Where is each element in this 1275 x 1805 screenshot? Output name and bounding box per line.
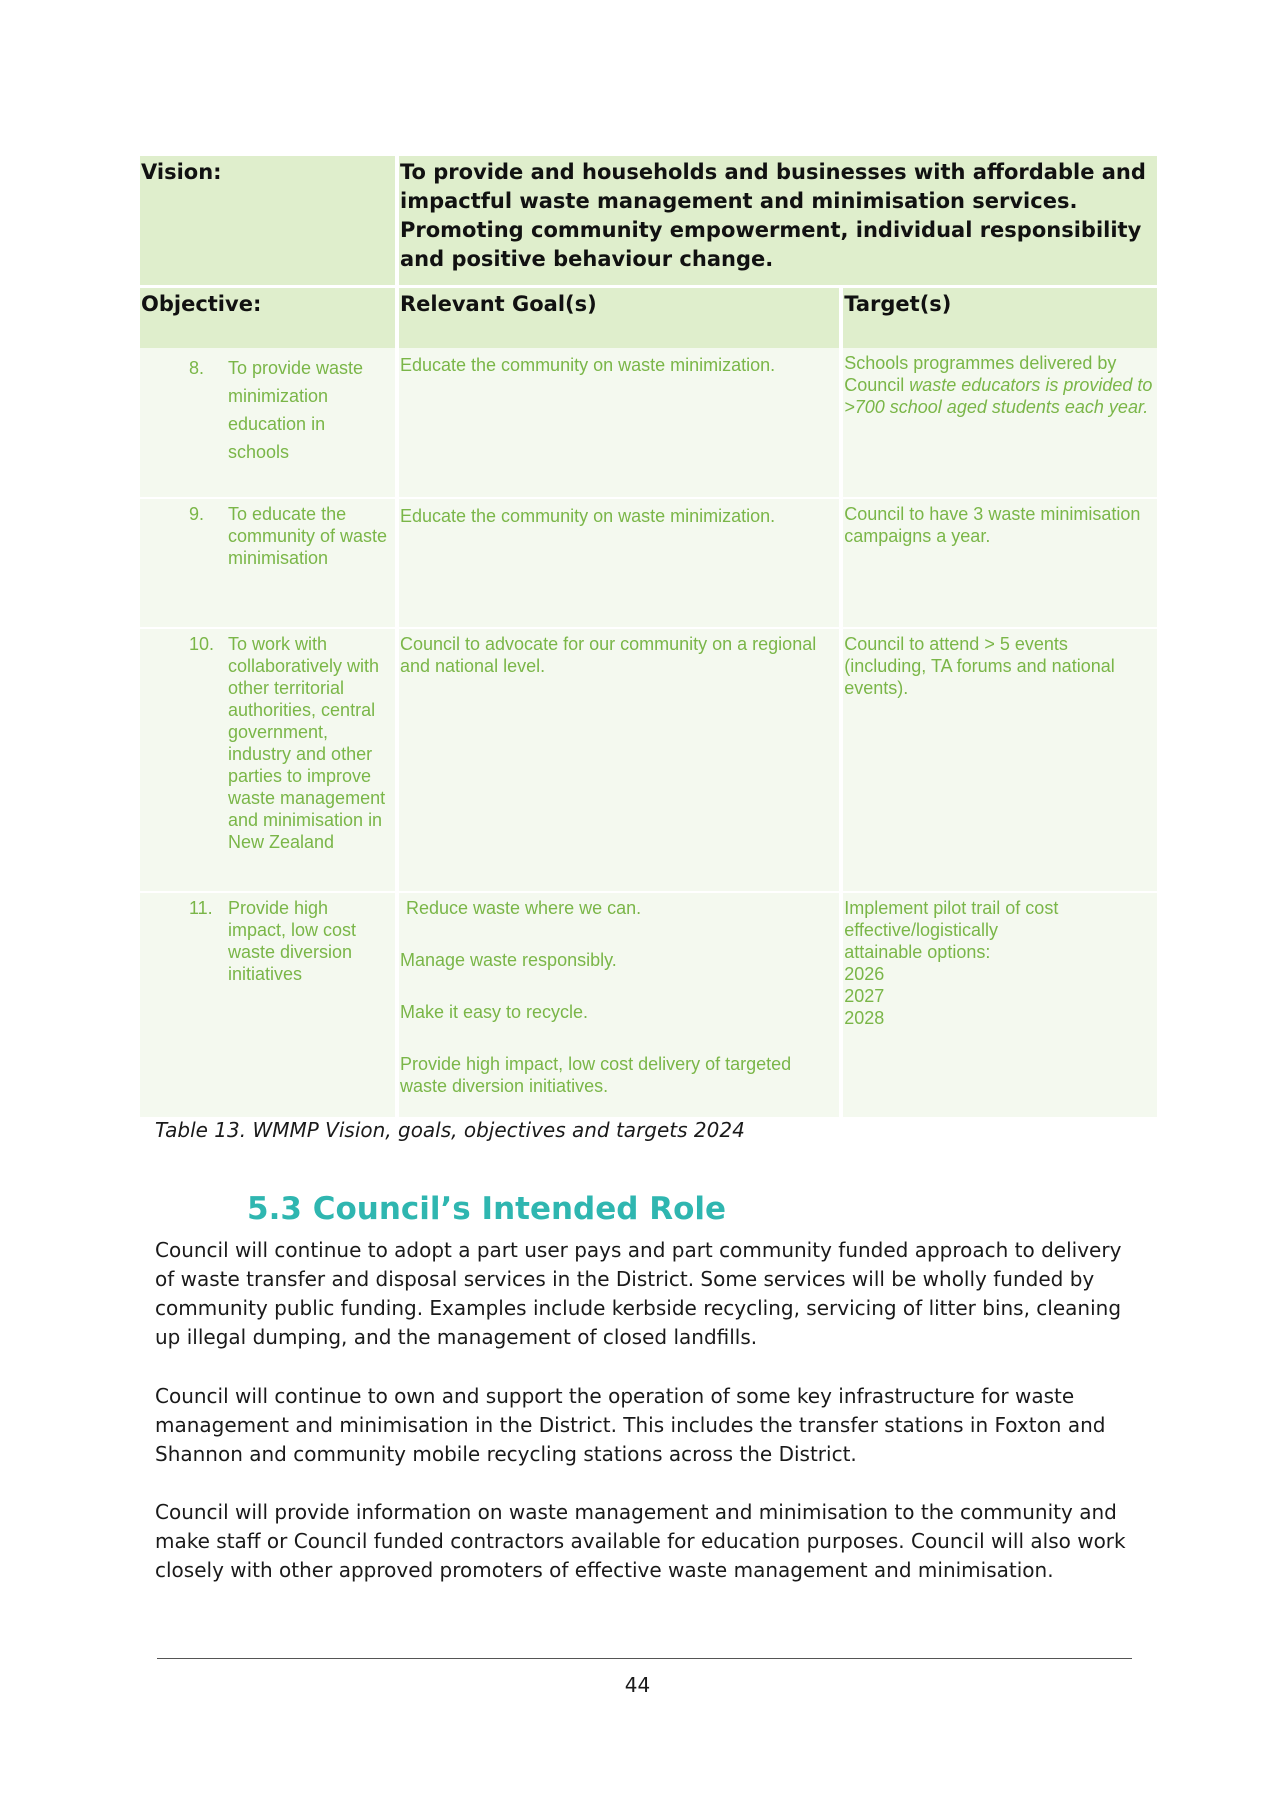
target-line: effective/logistically — [844, 920, 998, 940]
body-paragraph: Council will continue to adopt a part user pays and part community funded approach to delivery of waste transfer and disposal services in the District. Some services will be wholly funded by community public funding. Examples include kerbside recycling, servicing of litter bins, cleaning up illegal dumping, and the management of closed landfills. — [155, 1238, 1122, 1349]
goal-text: Educate the community on waste minimization. — [399, 506, 776, 526]
table-caption: Table 13. WMMP Vision, goals, objectives and targets 2024 — [155, 1118, 745, 1142]
goal-text: Make it easy to recycle. — [399, 1002, 589, 1022]
target-line: attainable options: — [844, 942, 991, 962]
goal-text: Council to advocate for our community on a regional and national level. — [399, 634, 817, 676]
goal-text: Manage waste responsibly. — [399, 950, 617, 970]
target-year: 2027 — [844, 986, 885, 1006]
page-number: 44 — [624, 1673, 651, 1697]
table-row — [140, 348, 1157, 497]
vision-row — [140, 156, 1157, 285]
goals-cell — [399, 629, 839, 891]
target-cell — [843, 893, 1157, 1117]
table-row — [140, 893, 1157, 1117]
objective-cell — [140, 348, 395, 497]
objective-cell — [140, 499, 395, 627]
target-year: 2028 — [844, 1008, 885, 1028]
table-row — [140, 499, 1157, 627]
objective-cell — [140, 893, 395, 1117]
column-header-row — [140, 288, 1157, 348]
target-text-italic: waste educators is provided to >700 school aged students each year. — [844, 375, 1153, 417]
footer-divider — [157, 1658, 1132, 1659]
target-text: Council to attend > 5 events (including, TA forums and national events). — [844, 634, 1115, 698]
body-paragraph: Council will provide information on waste management and minimisation to the community and make staff or Council funded contractors available for education purposes. Council will also work closely with other approved promoters of effective waste management and minimisation. — [155, 1500, 1126, 1582]
objective-text: To provide waste minimization education in schools — [228, 358, 364, 462]
goals-cell — [399, 893, 839, 1117]
objective-number: 8. — [189, 358, 205, 378]
targets-header: Target(s) — [843, 288, 1157, 348]
goal-text: Provide high impact, low cost delivery of targeted waste diversion initiatives. — [399, 1054, 792, 1096]
target-line: Implement pilot trail of cost — [844, 898, 1059, 918]
goals-cell — [399, 348, 839, 497]
goal-text: Educate the community on waste minimization. — [399, 355, 776, 375]
objective-header: Objective: — [140, 288, 395, 348]
objective-number: 10. — [189, 634, 215, 654]
section-heading: 5.3 Council’s Intended Role — [247, 1191, 727, 1227]
objective-text: Provide high impact, low cost waste diversion initiatives — [228, 898, 357, 984]
vision-goals-table — [140, 156, 1157, 1117]
objective-text: To educate the community of waste minimisation — [228, 504, 388, 568]
objective-number: 9. — [189, 504, 205, 524]
vision-label: Vision: — [140, 156, 395, 285]
goal-text: Reduce waste where we can. — [405, 898, 642, 918]
objective-number: 11. — [189, 898, 213, 918]
body-paragraph: Council will continue to own and support the operation of some key infrastructure for waste management and minimisation in the District. This includes the transfer stations in Foxton and Shannon and community mobile recycling stations across the District. — [155, 1384, 1106, 1466]
goals-cell — [399, 499, 839, 627]
target-cell — [843, 348, 1157, 497]
target-year: 2026 — [844, 964, 885, 984]
target-text: Council to have 3 waste minimisation campaigns a year. — [844, 504, 1141, 546]
objective-cell — [140, 629, 395, 891]
objective-text: To work with collaboratively with other territorial authorities, central government, industry and other parties to improve waste management and minimisation in New Zealand — [228, 634, 386, 852]
target-cell — [843, 629, 1157, 891]
vision-text: To provide and households and businesses with affordable and impactful waste management and minimisation services. Promoting community empowerment, individual responsibility and positive behaviour change. — [399, 156, 1157, 285]
table-row — [140, 629, 1157, 891]
goals-header: Relevant Goal(s) — [399, 288, 839, 348]
target-cell — [843, 499, 1157, 627]
target-text: Schools programmes delivered by Council — [844, 353, 1117, 395]
